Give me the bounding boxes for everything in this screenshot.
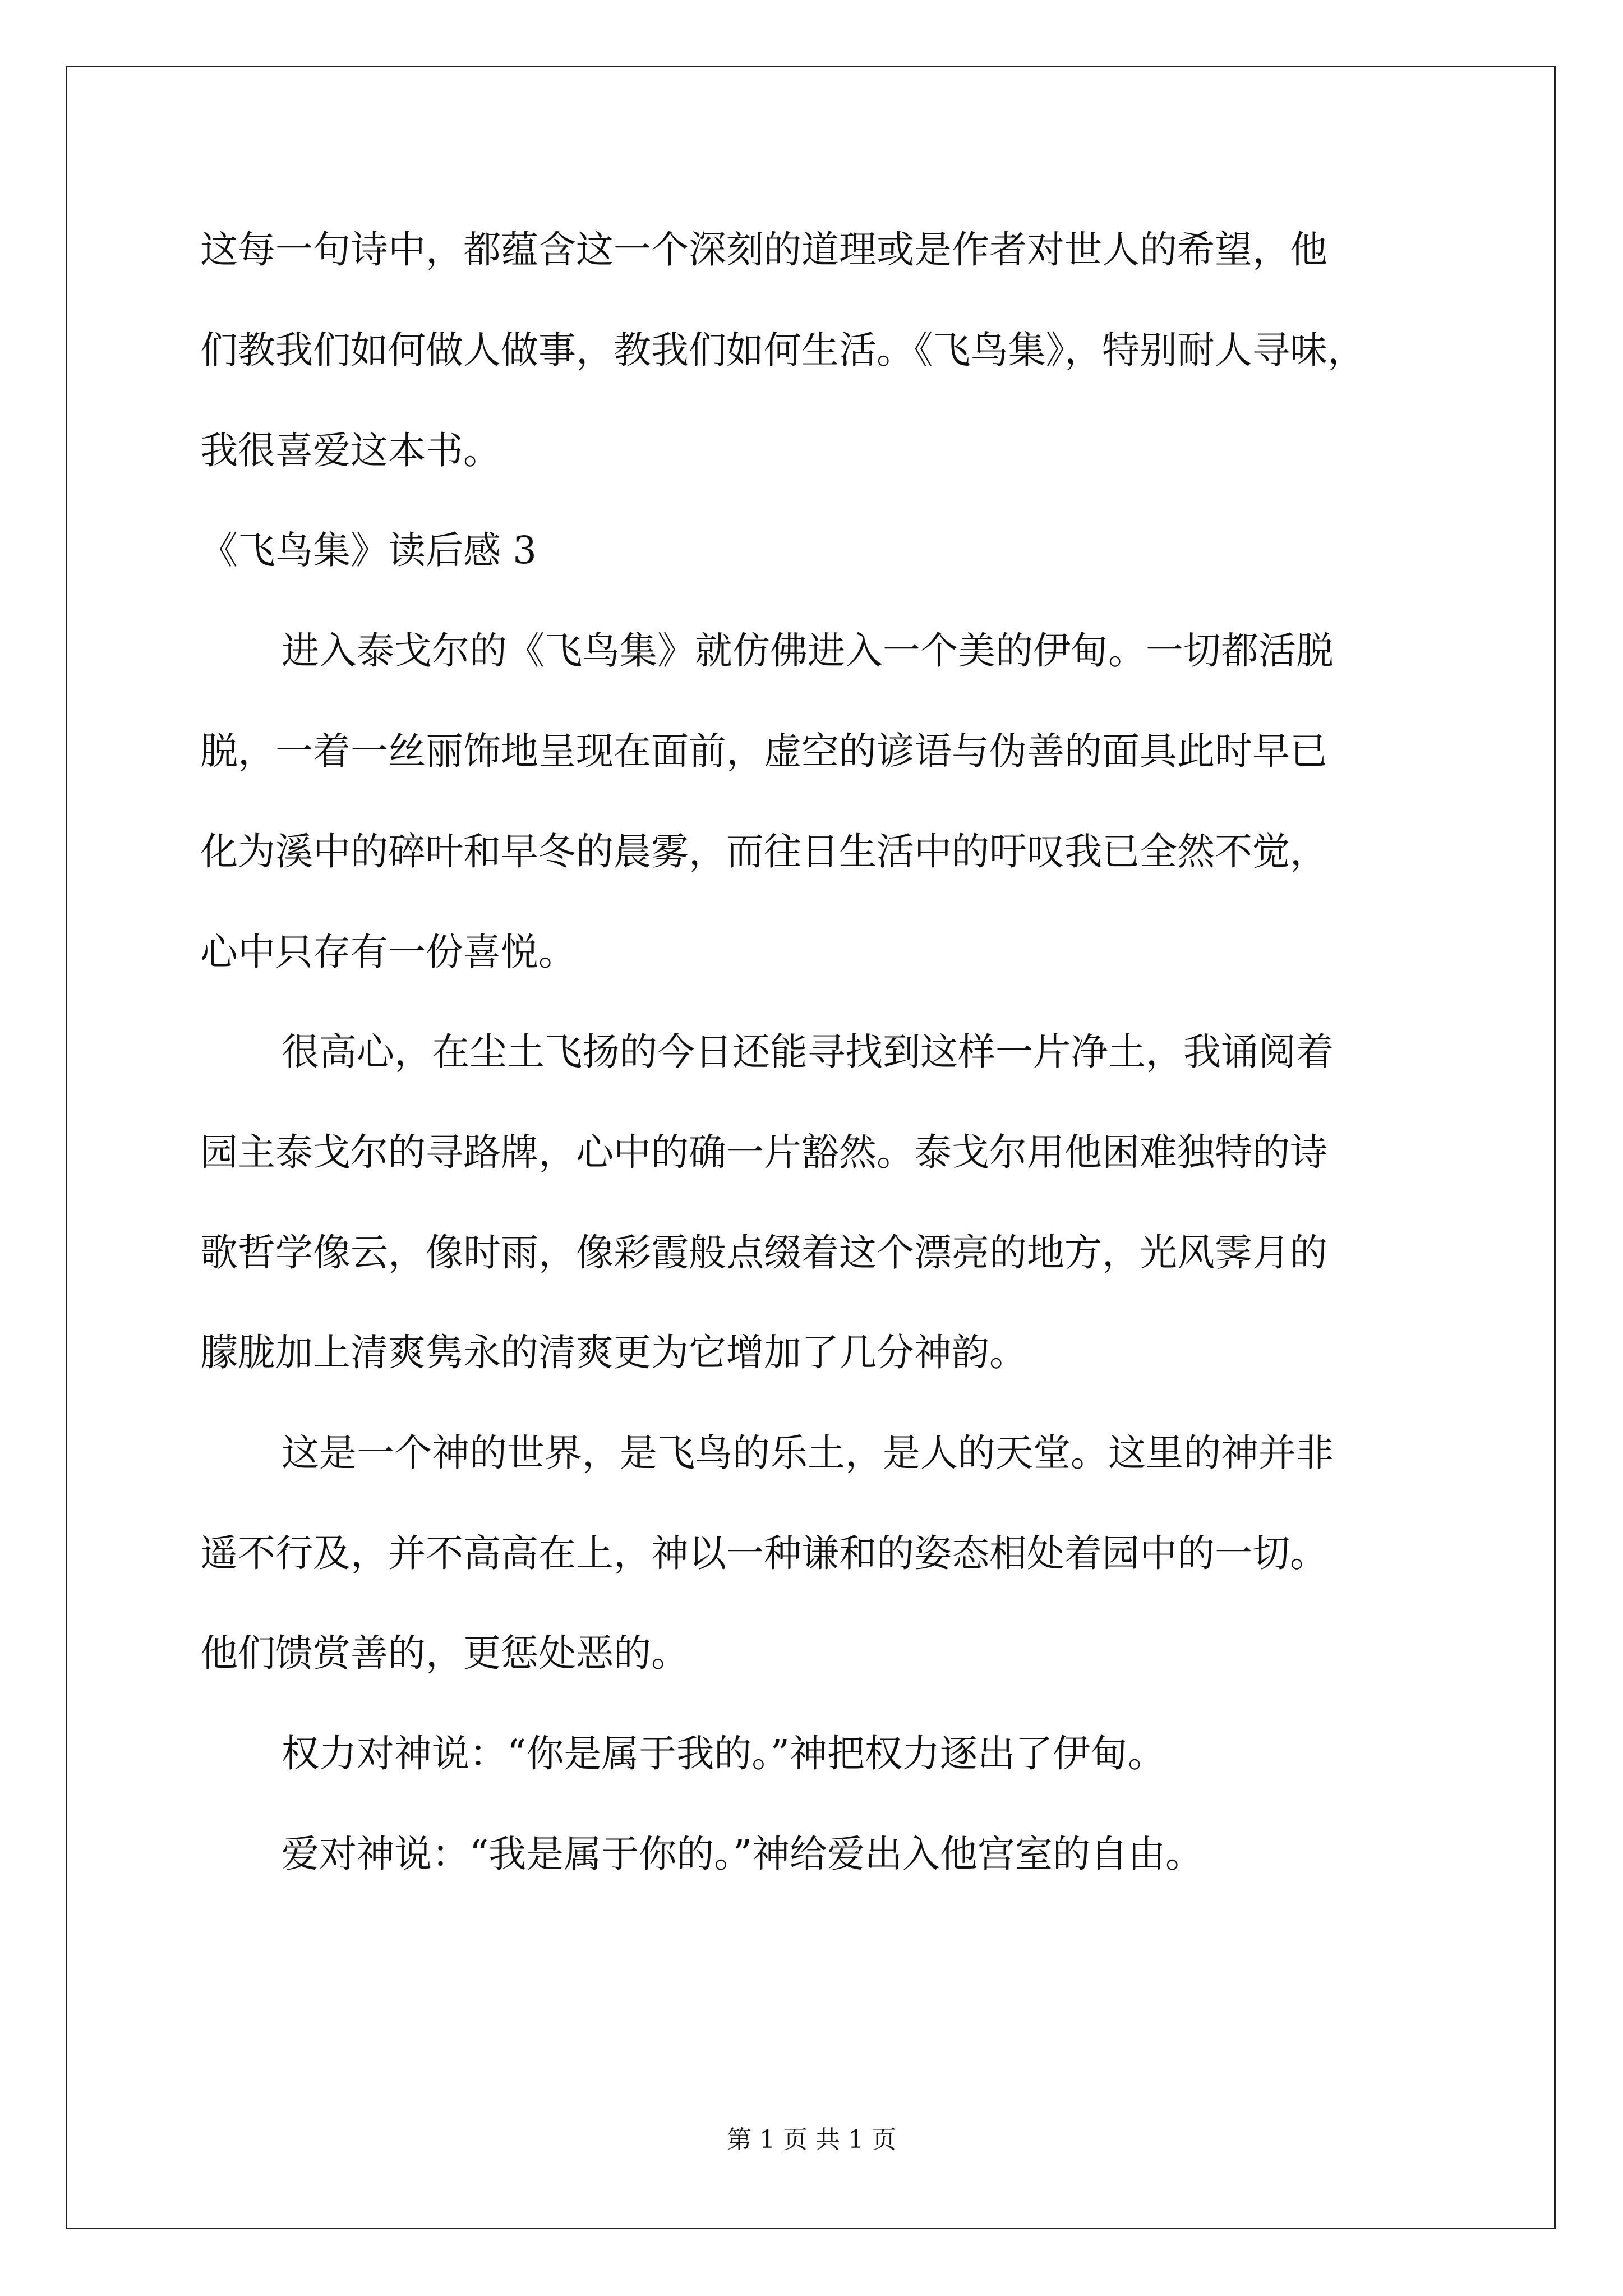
body-line: 们教我们如何做人做事，教我们如何生活。《飞鸟集》，特别耐人寻味，	[200, 328, 1365, 372]
body-line: 园主泰戈尔的寻路牌，心中的确一片豁然。泰戈尔用他困难独特的诗	[200, 1130, 1327, 1174]
body-line: 遥不行及，并不高高在上，神以一种谦和的姿态相处着园中的一切。	[200, 1531, 1327, 1575]
paragraph-first-line: 这是一个神的世界，是飞鸟的乐土，是人的天堂。这里的神并非	[282, 1431, 1334, 1475]
paragraph-first-line: 权力对神说：“你是属于我的。”神把权力逐出了伊甸。	[282, 1732, 1166, 1775]
body-line: 他们馈赏善的，更惩处恶的。	[200, 1631, 689, 1675]
body-line: 歌哲学像云，像时雨，像彩霞般点缀着这个漂亮的地方，光风霁月的	[200, 1231, 1327, 1274]
body-line: 化为溪中的碎叶和早冬的晨雾，而往日生活中的吁叹我已全然不觉，	[200, 830, 1327, 873]
section-heading: 《飞鸟集》读后感 3	[200, 528, 537, 572]
body-line: 心中只存有一份喜悦。	[200, 930, 576, 974]
body-line: 我很喜爱这本书。	[200, 429, 501, 472]
body-line: 脱，一着一丝丽饰地呈现在面前，虚空的谚语与伪善的面具此时早已	[200, 729, 1327, 773]
page-footer: 第 1 页 共 1 页	[727, 2125, 896, 2154]
body-line: 朦胧加上清爽隽永的清爽更为它增加了几分神韵。	[200, 1331, 1027, 1374]
paragraph-first-line: 爱对神说：“我是属于你的。”神给爱出入他宫室的自由。	[282, 1832, 1204, 1876]
paragraph-first-line: 很高心，在尘土飞扬的今日还能寻找到这样一片净土，我诵阅着	[282, 1030, 1334, 1074]
paragraph-first-line: 进入泰戈尔的《飞鸟集》就仿佛进入一个美的伊甸。一切都活脱	[282, 629, 1334, 673]
body-line: 这每一句诗中，都蕴含这一个深刻的道理或是作者对世人的希望，他	[200, 228, 1327, 272]
